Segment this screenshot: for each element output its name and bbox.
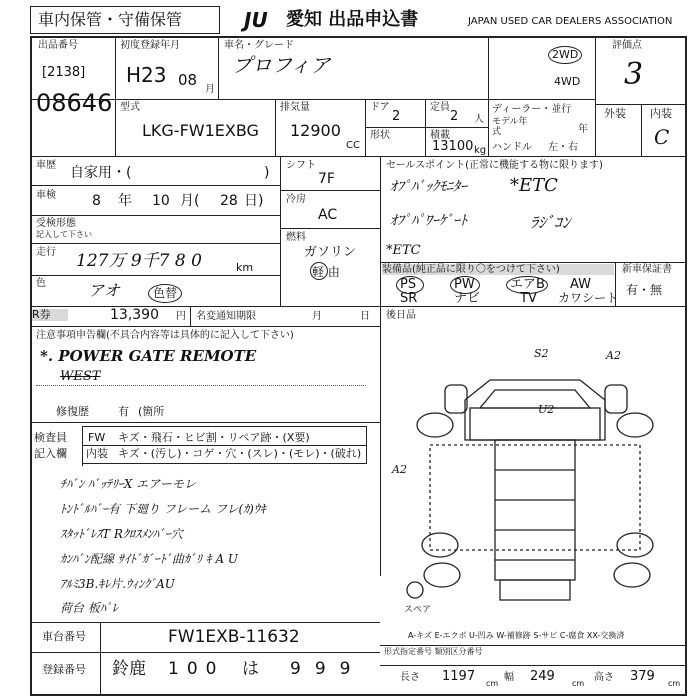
inspection-day: 28 [220, 193, 238, 209]
repair-label: 修復歴 [56, 405, 89, 418]
wheel-rl1 [422, 533, 458, 557]
width-unit: cm [572, 679, 585, 688]
length-unit: cm [486, 679, 499, 688]
inspector-fw-items: キズ・飛石・ヒビ割・リペア跡・(X要) [118, 431, 310, 444]
inspector-interior: 内装 [86, 447, 108, 460]
mileage-unit: km [236, 261, 254, 274]
fuel-label: 燃料 [286, 232, 306, 243]
spare-label: スペア [404, 605, 432, 615]
equip-sr: SR [400, 291, 418, 306]
warranty-value: 有・無 [626, 283, 663, 297]
height-value: 379 [630, 669, 655, 684]
inspection-month-unit: 月( [180, 193, 200, 209]
mileage-value: 127万 9千7 8 0 [76, 251, 202, 271]
registration-month-unit: 月 [205, 84, 215, 95]
mirror-left [445, 385, 467, 413]
selling-point-5: *ETC [386, 243, 421, 258]
capacity-label: 定員 [430, 102, 450, 113]
selling-point-3: ｵﾌﾟﾊﾟﾜｰｹﾞｰﾄ [390, 213, 467, 229]
shift-value: 7F [318, 171, 335, 187]
inspection-month: 10 [152, 193, 170, 209]
model-year-unit: 年 [578, 124, 588, 135]
tax-notice-label: 名変通知期限 [196, 311, 256, 322]
load-value: 13100 [432, 139, 474, 154]
reception-note: 記入して下さい [36, 230, 92, 239]
tax-notice-day: 日 [360, 311, 370, 322]
recycle-amount: 13,390 [110, 307, 159, 323]
wheel-rr1 [617, 533, 653, 557]
reception-label: 受検形態 [36, 218, 76, 229]
diagram-mark-a2-top: A2 [606, 349, 621, 362]
load-unit: kg [474, 145, 487, 156]
equip-leather: カワシート [558, 291, 619, 305]
model-name: プロフィア [232, 53, 331, 77]
height-label: 高さ [594, 672, 614, 683]
chassis-frame [430, 445, 640, 550]
equip-navi: ナビ [454, 291, 481, 306]
remark-4: ｶﾝﾊﾞﾝ配線 ｻｲﾄﾞｶﾞｰﾄﾞ曲ｶﾞﾘ ｷ A U [60, 552, 239, 566]
equipment-label: 装備品(純正品に限り〇をつけて下さい) [382, 264, 614, 275]
spare-wheel [407, 582, 423, 598]
aircon-label: 冷房 [286, 194, 306, 205]
remark-1: ﾁﾊﾞﾝ ﾊﾞｯﾃﾘｰX エアーモレ [60, 477, 196, 491]
mileage-label: 走行 [36, 247, 56, 258]
selling-point-2: *ETC [510, 175, 558, 196]
plate-region: 鈴鹿 [112, 659, 146, 679]
inspector-label: 検査員 [34, 431, 67, 444]
dealer-label: ディーラー・並行 [492, 104, 572, 115]
plate-label: 登録番号 [42, 663, 86, 676]
mirror-right [605, 385, 627, 413]
registration-year: H23 [126, 63, 167, 87]
inspection-year-unit: 年 [118, 193, 132, 209]
truck-damage-diagram [390, 330, 680, 620]
fuel-circle [310, 262, 328, 280]
repair-value: 有 [118, 405, 129, 418]
form-label: 形式指定番号 類別区分番号 [384, 647, 483, 656]
wheel-rl2 [424, 563, 460, 587]
equip-circle-ps [396, 276, 424, 294]
inspector-fw: FW [88, 431, 106, 444]
wheel-fr [617, 413, 653, 437]
length-value: 1197 [442, 669, 476, 684]
inspection-day-unit: 日) [244, 193, 264, 209]
remark-6: 荷台 板ﾊﾟﾚ [60, 601, 118, 615]
windshield [480, 390, 590, 408]
inspection-year: 8 [92, 193, 101, 209]
displacement-unit: CC [346, 140, 360, 151]
displacement-label: 排気量 [280, 102, 310, 113]
tax-notice-month: 月 [312, 311, 322, 322]
model-year-label: モデル年式 [492, 117, 528, 137]
notes-label: 注意事項申告欄(不具合内容等は具体的に記入して下さい) [36, 330, 294, 341]
registration-month: 08 [178, 71, 198, 89]
inspector-label2: 記入欄 [34, 447, 67, 460]
equip-circle-airbag [506, 276, 548, 294]
history-value: 自家用・( [70, 165, 132, 181]
remark-5: ｱﾙﾐ3B.ｷﾚ片.ｳｨﾝｸﾞAU [60, 577, 175, 591]
inspector-interior-items: キズ・(汚し)・コゲ・穴・(スレ)・(モレ)・(破れ) [118, 447, 362, 460]
equip-tv: TV [520, 291, 537, 306]
drive-2wd: 2WD [548, 46, 582, 64]
ju-logo: JU [244, 8, 268, 32]
capacity-unit: 人 [474, 114, 484, 125]
doors-label: ドア [370, 102, 390, 113]
color-change: 色替 [148, 284, 182, 303]
wheel-rr2 [614, 563, 650, 587]
selling-point-1: ｵﾌﾟﾊﾞｯｸﾓﾆﾀｰ [390, 179, 467, 195]
shift-label: シフト [286, 160, 316, 171]
org-title: 愛知 出品申込書 [286, 9, 419, 30]
aircon-value: AC [318, 207, 338, 223]
doors-value: 2 [392, 109, 401, 124]
lot-prefix: [2138] [42, 65, 86, 80]
plate-class: 100 [168, 659, 225, 679]
inspection-label: 車検 [36, 190, 56, 201]
equip-circle-pw [450, 276, 480, 294]
diagram-mark-s2: S2 [534, 347, 549, 360]
lot-number: 08646 [36, 89, 113, 117]
registration-label: 初度登録年月 [120, 40, 180, 51]
selling-point-4: ﾗｼﾞｺﾝ [530, 213, 571, 232]
rear-label: 後日品 [386, 310, 416, 321]
capacity-value: 2 [450, 109, 459, 124]
color-label: 色 [36, 278, 46, 289]
width-label: 幅 [504, 672, 514, 683]
type-label: 型式 [120, 102, 140, 113]
equip-ps: PS [400, 277, 417, 292]
drive-4wd: 4WD [554, 75, 581, 88]
fuel-value: ガソリン [304, 245, 357, 260]
interior-score: C [654, 125, 670, 149]
cab-outline [465, 380, 605, 440]
color-value: アオ [88, 281, 120, 300]
inspector-frame [82, 426, 367, 464]
displacement-value: 12900 [290, 121, 341, 140]
type-value: LKG-FW1EXBG [142, 121, 259, 140]
plate-number: 999 [290, 659, 365, 679]
equip-aw: AW [570, 277, 592, 292]
chassis-value: FW1EXB-11632 [168, 627, 300, 647]
recycle-unit: 円 [176, 311, 186, 322]
notes-struck: WEST [60, 369, 101, 384]
handle-options: 左・右 [548, 142, 578, 153]
bed [495, 440, 575, 580]
diagram-mark-a2-left: A2 [392, 463, 407, 476]
equip-airbag: エアB [510, 277, 545, 292]
history-close: ) [264, 165, 270, 181]
repair-bracket: (箇所 [138, 405, 165, 418]
notes-line1: *. POWER GATE REMOTE [40, 347, 257, 365]
warranty-label: 新車保証書 [622, 264, 672, 275]
remark-2: ﾄﾝﾄﾞﾙﾊﾞｰ有 下廻り フレーム フレ(ｶ)ｳｷ [60, 502, 266, 516]
storage-title: 車内保管・守備保管 [38, 10, 183, 29]
chassis-label: 車台番号 [42, 630, 86, 643]
height-unit: cm [668, 679, 681, 688]
equip-pw: PW [454, 277, 475, 292]
diagram-mark-u2: U2 [538, 403, 555, 416]
width-value: 249 [530, 669, 555, 684]
rear-panel [500, 580, 570, 600]
remark-3: ｽﾀｯﾄﾞﾚｽT Rｸﾛｽﾒﾝﾊﾞｰ穴 [60, 527, 183, 541]
plate-kana: は [242, 659, 259, 679]
grade-score: 3 [624, 57, 644, 92]
wheel-fl [417, 413, 453, 437]
damage-legend: A-キズ E-エクボ U-凹み W-補修跡 S-サビ C-腐食 XX-交換済 [408, 631, 625, 640]
lot-label: 出品番号 [38, 40, 78, 51]
handle-label: ハンドル [492, 142, 532, 153]
shape-label: 形状 [370, 130, 390, 141]
selling-points-label: セールスポイント(正常に機能する物に限ります) [386, 160, 603, 171]
grade-label: 評価点 [612, 40, 642, 51]
exterior-label: 外装 [604, 107, 626, 120]
fuel-options: 軽 由 [312, 265, 340, 279]
org-title-en: JAPAN USED CAR DEALERS ASSOCIATION [468, 16, 673, 27]
interior-label: 内装 [650, 107, 672, 120]
recycle-label: R券 [32, 309, 68, 321]
load-label: 積載 [430, 130, 450, 141]
history-label: 車歴 [36, 160, 56, 171]
cab-body [470, 408, 600, 440]
length-label: 長さ [400, 672, 420, 683]
model-label: 車名・グレード [224, 40, 294, 51]
